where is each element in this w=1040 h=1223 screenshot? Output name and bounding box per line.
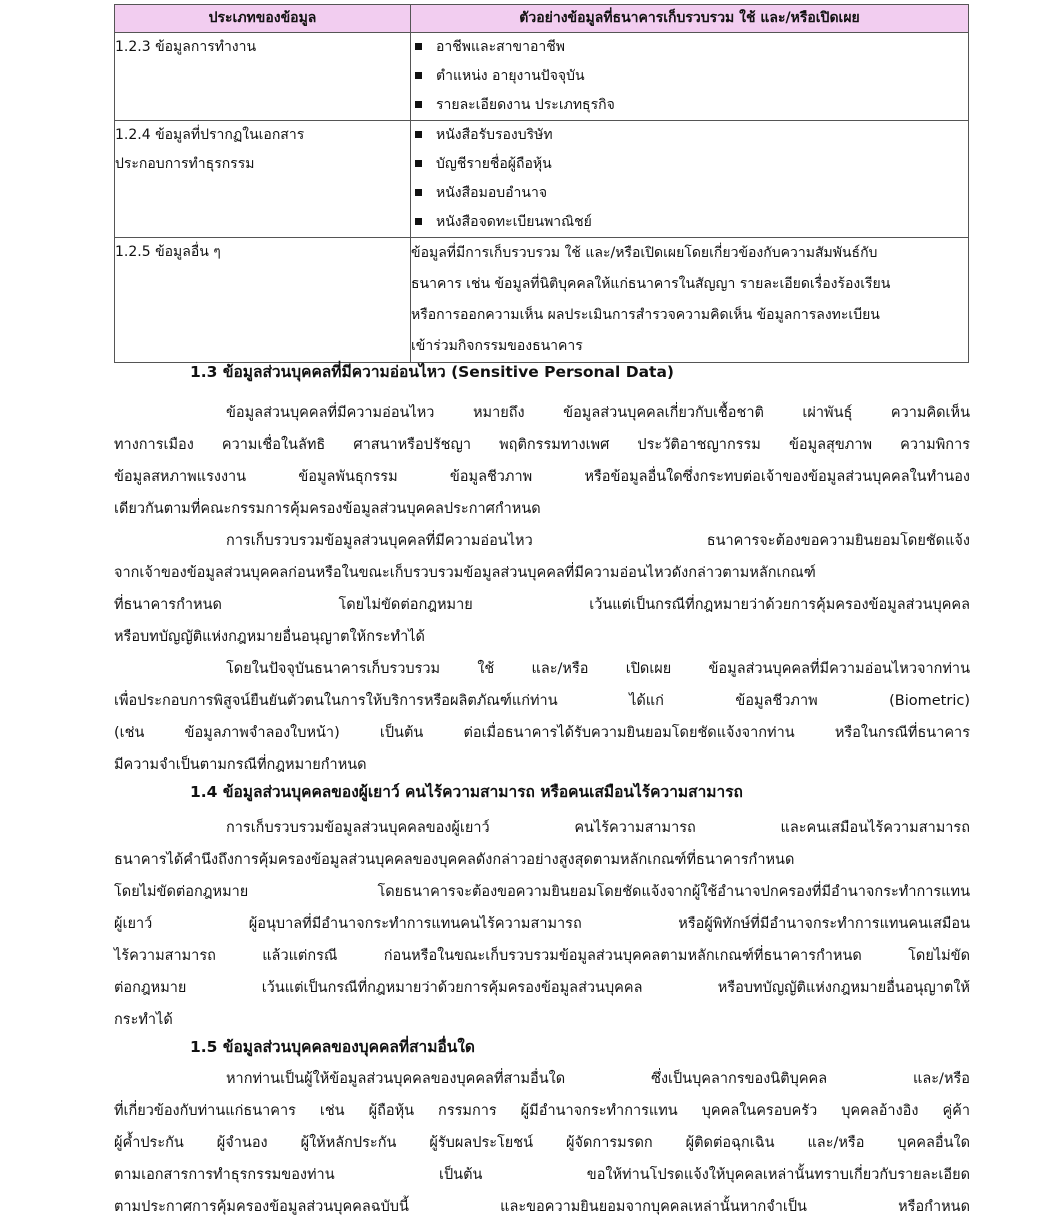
square-bullet-icon bbox=[415, 72, 422, 79]
example-text-line: ข้อมูลที่มีการเก็บรวบรวม ใช้ และ/หรือเปิดเผยโดยเกี่ยวข้องกับความสัมพันธ์กับ bbox=[411, 245, 878, 261]
table-header-row bbox=[115, 5, 969, 33]
list-item: อาชีพและสาขาอาชีพ bbox=[411, 33, 968, 62]
category-label: 1.2.4 ข้อมูลที่ปรากฏในเอกสาร bbox=[115, 127, 305, 143]
category-label: ประกอบการทำธุรกรรม bbox=[115, 156, 255, 172]
example-text-line: หรือการออกความเห็น ผลประเมินการสำรวจความคิดเห็น ข้อมูลการลงทะเบียน bbox=[411, 307, 880, 323]
list-item: หนังสือรับรองบริษัท bbox=[411, 121, 968, 150]
list-item: ตำแหน่ง อายุงานปัจจุบัน bbox=[411, 62, 968, 91]
square-bullet-icon bbox=[415, 43, 422, 50]
square-bullet-icon bbox=[415, 101, 422, 108]
table-row bbox=[115, 121, 969, 238]
category-label: 1.2.3 ข้อมูลการทำงาน bbox=[115, 39, 257, 55]
column-header-type: ประเภทของข้อมูล bbox=[115, 5, 411, 33]
square-bullet-icon bbox=[415, 131, 422, 138]
examples-cell bbox=[411, 121, 969, 238]
square-bullet-icon bbox=[415, 218, 422, 225]
paragraph-1-3-consent: การเก็บรวบรวมข้อมูลส่วนบุคคลที่มีความอ่อนไหว ธนาคารจะต้องขอความยินยอมโดยชัดแจ้ง จากเจ้าของข้อมูลส่วนบุคคลก่อนหรือในขณะเก็บรวบรวมข้อมูลส่วนบุคคลที่มีความอ่อนไหวดังกล่าวตามหลักเกณฑ์ ที่ธนาคารกำหนด โดยไม่ขัดต่อกฎหมาย เว้นแต่เป็นกรณีที่กฎหมายว่าด้วยการคุ้มครองข้อมูลส่วนบุคคล หรือบทบัญญัติแห่งกฎหมายอื่นอนุญาตให้กระทำได้ bbox=[114, 533, 970, 645]
examples-cell bbox=[411, 33, 969, 121]
square-bullet-icon bbox=[415, 160, 422, 167]
category-label: 1.2.5 ข้อมูลอื่น ๆ bbox=[115, 244, 221, 260]
examples-cell bbox=[411, 238, 969, 363]
category-cell bbox=[115, 238, 411, 363]
section-heading-1-3: 1.3 ข้อมูลส่วนบุคคลที่มีความอ่อนไหว (Sensitive Personal Data) bbox=[190, 363, 675, 381]
personal-data-table bbox=[114, 4, 969, 363]
paragraph-1-3-definition: ข้อมูลส่วนบุคคลที่มีความอ่อนไหว หมายถึง ข้อมูลส่วนบุคคลเกี่ยวกับเชื้อชาติ เผ่าพันธุ์ ความคิดเห็น ทางการเมือง ความเชื่อในลัทธิ ศาสนาหรือปรัชญา พฤติกรรมทางเพศ ประวัติอาชญากรรม ข้อมูลสุขภาพ ความพิการ ข้อมูลสหภาพแรงงาน ข้อมูลพันธุกรรม ข้อมูลชีวภาพ หรือข้อมูลอื่นใดซึ่งกระทบต่อเจ้าของข้อมูลส่วนบุคคลในทำนอง เดียวกันตามที่คณะกรรมการคุ้มครองข้อมูลส่วนบุคคลประกาศกำหนด bbox=[114, 405, 970, 517]
category-cell bbox=[115, 121, 411, 238]
paragraph-1-4-minors: การเก็บรวบรวมข้อมูลส่วนบุคคลของผู้เยาว์ คนไร้ความสามารถ และคนเสมือนไร้ความสามารถ ธนาคารได้คำนึงถึงการคุ้มครองข้อมูลส่วนบุคคลของบุคคลดังกล่าวอย่างสูงสุดตามหลักเกณฑ์ที่ธนาคารกำหนด โดยไม่ขัดต่อกฎหมาย โดยธนาคารจะต้องขอความยินยอมโดยชัดแจ้งจากผู้ใช้อำนาจปกครองที่มีอำนาจกระทำการแทน ผู้เยาว์ ผู้อนุบาลที่มีอำนาจกระทำการแทนคนไร้ความสามารถ หรือผู้พิทักษ์ที่มีอำนาจกระทำการแทนคนเสมือน ไร้ความสามารถ แล้วแต่กรณี ก่อนหรือในขณะเก็บรวบรวมข้อมูลส่วนบุคคลตามหลักเกณฑ์ที่ธนาคารกำหนด โดยไม่ขัด ต่อกฎหมาย เว้นแต่เป็นกรณีที่กฎหมายว่าด้วยการคุ้มครองข้อมูลส่วนบุคคล หรือบทบัญญัติแห่งกฎหมายอื่นอนุญาตให้ กระทำได้ bbox=[114, 820, 970, 1028]
list-item: หนังสือจดทะเบียนพาณิชย์ bbox=[411, 208, 968, 237]
category-cell bbox=[115, 33, 411, 121]
table-row bbox=[115, 33, 969, 121]
list-item: หนังสือมอบอำนาจ bbox=[411, 179, 968, 208]
list-item: รายละเอียดงาน ประเภทธุรกิจ bbox=[411, 91, 968, 120]
paragraph-1-5-third-party: หากท่านเป็นผู้ให้ข้อมูลส่วนบุคคลของบุคคลที่สามอื่นใด ซึ่งเป็นบุคลากรของนิติบุคคล และ/หรือ ที่เกี่ยวข้องกับท่านแก่ธนาคาร เช่น ผู้ถือหุ้น กรรมการ ผู้มีอำนาจกระทำการแทน บุคคลในครอบครัว บุคคลอ้างอิง คู่ค้า ผู้ค้ำประกัน ผู้จำนอง ผู้ให้หลักประกัน ผู้รับผลประโยชน์ ผู้จัดการมรดก ผู้ติดต่อฉุกเฉิน และ/หรือ บุคคลอื่นใด ตามเอกสารการทำธุรกรรมของท่าน เป็นต้น ขอให้ท่านโปรดแจ้งให้บุคคลเหล่านั้นทราบเกี่ยวกับรายละเอียด ตามประกาศการคุ้มครองข้อมูลส่วนบุคคลฉบับนี้ และขอความยินยอมจากบุคคลเหล่านั้นหากจำเป็น หรือกำหนด bbox=[114, 1071, 970, 1215]
section-heading-1-5: 1.5 ข้อมูลส่วนบุคคลของบุคคลที่สามอื่นใด bbox=[190, 1038, 475, 1056]
section-heading-1-4: 1.4 ข้อมูลส่วนบุคคลของผู้เยาว์ คนไร้ความสามารถ หรือคนเสมือนไร้ความสามารถ bbox=[190, 783, 743, 801]
example-text-line: เข้าร่วมกิจกรรมของธนาคาร bbox=[411, 338, 583, 354]
table-row bbox=[115, 238, 969, 363]
example-text-line: ธนาคาร เช่น ข้อมูลที่นิติบุคคลให้แก่ธนาคารในสัญญา รายละเอียดเรื่องร้องเรียน bbox=[411, 276, 891, 292]
list-item: บัญชีรายชื่อผู้ถือหุ้น bbox=[411, 150, 968, 179]
paragraph-1-3-current-use: โดยในปัจจุบันธนาคารเก็บรวบรวม ใช้ และ/หรือ เปิดเผย ข้อมูลส่วนบุคคลที่มีความอ่อนไหวจากท่าน เพื่อประกอบการพิสูจน์ยืนยันตัวตนในการให้บริการหรือผลิตภัณฑ์แก่ท่าน ได้แก่ ข้อมูลชีวภาพ (Biometric) (เช่น ข้อมูลภาพจำลองใบหน้า) เป็นต้น ต่อเมื่อธนาคารได้รับความยินยอมโดยชัดแจ้งจากท่าน หรือในกรณีที่ธนาคาร มีความจำเป็นตามกรณีที่กฎหมายกำหนด bbox=[114, 661, 970, 773]
square-bullet-icon bbox=[415, 189, 422, 196]
column-header-examples: ตัวอย่างข้อมูลที่ธนาคารเก็บรวบรวม ใช้ และ/หรือเปิดเผย bbox=[411, 5, 969, 33]
